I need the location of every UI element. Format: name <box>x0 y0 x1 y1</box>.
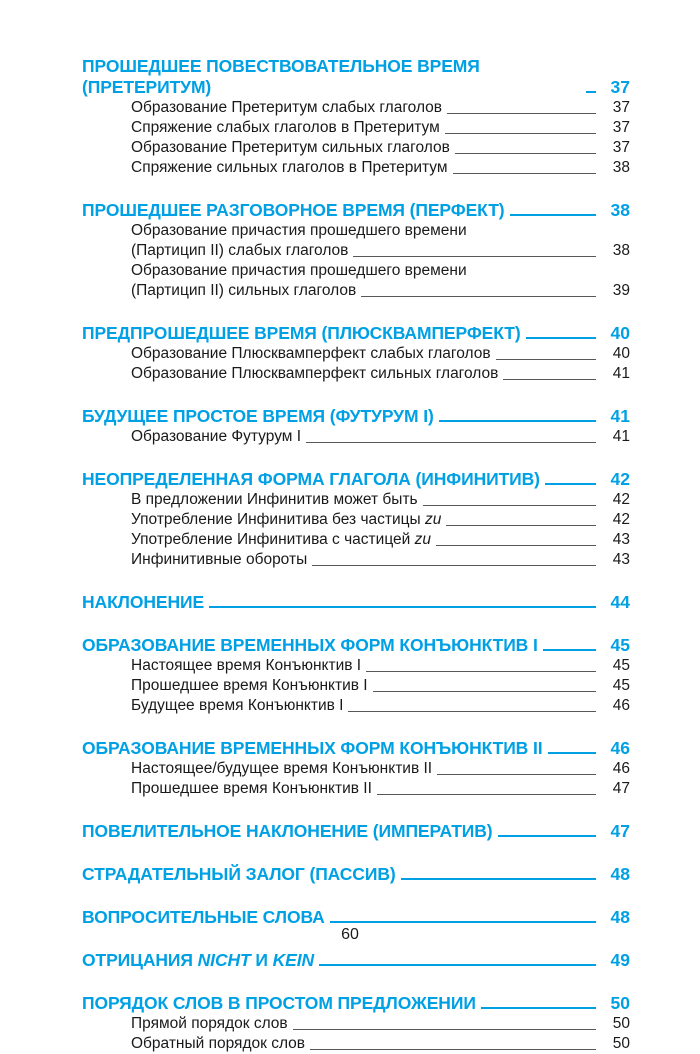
leader-line <box>455 153 596 154</box>
entry-page-number: 38 <box>612 242 630 259</box>
toc-entry-chapter[interactable] <box>82 469 630 490</box>
leader-line <box>366 671 596 672</box>
entry-label-italic: KEIN <box>272 950 315 970</box>
entry-page-number: 46 <box>610 738 630 758</box>
entry-label: Будущее время Конъюнктив I <box>131 697 344 714</box>
leader-line <box>481 1007 596 1009</box>
entry-label-italic: NICHT <box>197 950 251 970</box>
entry-label: Инфинитивные обороты <box>131 551 308 568</box>
toc-entry-sub[interactable] <box>82 779 630 799</box>
toc-entry-sub[interactable] <box>82 1014 630 1034</box>
entry-label <box>82 950 314 971</box>
entry-page-number: 38 <box>610 200 630 220</box>
leader-line <box>439 420 596 422</box>
entry-page-number: 38 <box>612 159 630 176</box>
entry-page-number: 49 <box>610 950 630 970</box>
entry-page-number: 42 <box>612 491 630 508</box>
entry-label: Прошедшее время Конъюнктив I <box>131 677 368 694</box>
toc-entry-sub[interactable] <box>82 510 630 530</box>
leader-line <box>548 752 596 754</box>
entry-label: ПОРЯДОК СЛОВ В ПРОСТОМ ПРЕДЛОЖЕНИИ <box>82 993 476 1013</box>
leader-line <box>447 113 596 114</box>
toc-entry-chapter[interactable] <box>82 635 630 656</box>
entry-label: НАКЛОНЕНИЕ <box>82 592 205 612</box>
toc-entry-sub[interactable] <box>82 98 630 118</box>
entry-page-number: 41 <box>612 428 630 445</box>
leader-line <box>361 296 596 297</box>
entry-label: ПОВЕЛИТЕЛЬНОЕ НАКЛОНЕНИЕ (ИМПЕРАТИВ) <box>82 821 493 841</box>
entry-page-number: 45 <box>610 635 630 655</box>
toc-entry-sub[interactable] <box>82 221 630 261</box>
toc-entry-chapter[interactable] <box>82 406 630 427</box>
leader-line <box>437 774 596 775</box>
entry-label: Образование Претеритум слабых глаголов <box>131 99 443 116</box>
entry-label: Образование Футурум I <box>131 428 302 445</box>
entry-label: НЕОПРЕДЕЛЕННАЯ ФОРМА ГЛАГОЛА (ИНФИНИТИВ) <box>82 469 540 489</box>
entry-label <box>131 510 441 530</box>
entry-page-number: 44 <box>610 592 630 612</box>
leader-line <box>436 545 596 546</box>
toc-entry-sub[interactable] <box>82 364 630 384</box>
entry-label: Спряжение сильных глаголов в Претеритум <box>131 159 448 176</box>
entry-page-number: 46 <box>612 697 630 714</box>
entry-label: Образование Претеритум сильных глаголов <box>131 139 450 156</box>
entry-second-line <box>131 241 630 261</box>
entry-page-number: 50 <box>612 1015 630 1032</box>
toc-entry-chapter[interactable] <box>82 864 630 885</box>
toc-entry-sub[interactable] <box>82 138 630 158</box>
toc-entry-sub[interactable] <box>82 490 630 510</box>
toc-entry-sub[interactable] <box>82 344 630 364</box>
entry-label: Настоящее время Конъюнктив I <box>131 657 362 674</box>
leader-line <box>445 133 596 134</box>
entry-page-number: 42 <box>610 469 630 489</box>
entry-label: СТРАДАТЕЛЬНЫЙ ЗАЛОГ (ПАССИВ) <box>82 864 396 884</box>
toc-entry-chapter[interactable] <box>82 323 630 344</box>
leader-line <box>330 921 596 923</box>
entry-page-number: 47 <box>612 780 630 797</box>
entry-page-number: 47 <box>610 821 630 841</box>
leader-line <box>496 359 596 360</box>
leader-line <box>545 483 596 485</box>
leader-line <box>319 964 596 966</box>
entry-page-number: 43 <box>612 531 630 548</box>
leader-line <box>377 794 596 795</box>
leader-line <box>348 711 596 712</box>
toc-entry-sub[interactable] <box>82 550 630 570</box>
leader-line <box>293 1029 596 1030</box>
entry-label: Прямой порядок слов <box>131 1015 288 1032</box>
toc-entry-sub[interactable] <box>82 696 630 716</box>
entry-label: Обратный порядок слов <box>131 1035 306 1052</box>
entry-page-number: 39 <box>612 282 630 299</box>
toc-entry-chapter[interactable] <box>82 950 630 971</box>
entry-page-number: 45 <box>612 677 630 694</box>
toc-entry-chapter[interactable] <box>82 821 630 842</box>
entry-label: ОБРАЗОВАНИЕ ВРЕМЕННЫХ ФОРМ КОНЪЮНКТИВ I <box>82 635 538 655</box>
toc-entry-sub[interactable] <box>82 427 630 447</box>
leader-line <box>209 606 596 608</box>
entry-label: Образование Плюсквамперфект сильных глаголов <box>131 365 499 382</box>
entry-page-number: 46 <box>612 760 630 777</box>
leader-line <box>503 379 596 380</box>
entry-label: ПРОШЕДШЕЕ РАЗГОВОРНОЕ ВРЕМЯ (ПЕРФЕКТ) <box>82 200 505 220</box>
entry-label: Образование причастия прошедшего времени <box>131 262 467 279</box>
entry-label: Образование причастия прошедшего времени <box>131 222 467 239</box>
entry-page-number: 50 <box>612 1035 630 1052</box>
leader-line <box>526 337 596 339</box>
toc-entry-chapter[interactable] <box>82 738 630 759</box>
entry-page-number: 50 <box>610 993 630 1013</box>
entry-label-continued: (Партицип II) слабых глаголов <box>131 242 349 259</box>
toc-entry-chapter[interactable] <box>82 200 630 221</box>
entry-page-number: 37 <box>612 99 630 116</box>
entry-label: ПРЕДПРОШЕДШЕЕ ВРЕМЯ (ПЛЮСКВАМПЕРФЕКТ) <box>82 323 521 343</box>
leader-line <box>453 173 596 174</box>
entry-page-number: 45 <box>612 657 630 674</box>
entry-label-italic: zu <box>414 531 431 548</box>
entry-label: ВОПРОСИТЕЛЬНЫЕ СЛОВА <box>82 907 325 927</box>
entry-label-part: ОТРИЦАНИЯ <box>82 950 198 970</box>
leader-line <box>353 256 596 257</box>
entry-page-number: 37 <box>610 77 630 97</box>
toc-entry-sub[interactable] <box>82 656 630 676</box>
leader-line <box>510 214 596 216</box>
leader-line <box>446 525 596 526</box>
entry-page-number: 37 <box>612 119 630 136</box>
toc-entry-sub[interactable] <box>82 1034 630 1054</box>
entry-page-number: 48 <box>610 864 630 884</box>
entry-label: ПРОШЕДШЕЕ ПОВЕСТВОВАТЕЛЬНОЕ ВРЕМЯ (ПРЕТЕРИТУМ) <box>82 56 485 97</box>
entry-page-number: 40 <box>612 345 630 362</box>
entry-second-line <box>131 281 630 301</box>
entry-label-continued: (Партицип II) сильных глаголов <box>131 282 357 299</box>
leader-line <box>312 565 596 566</box>
leader-line <box>373 691 596 692</box>
leader-line <box>401 878 596 880</box>
entry-label-italic: zu <box>424 511 442 528</box>
entry-page-number: 48 <box>610 907 630 927</box>
entry-label: В предложении Инфинитив может быть <box>131 491 418 508</box>
toc-entry-sub[interactable] <box>82 759 630 779</box>
toc-entry-sub[interactable] <box>82 530 630 550</box>
entry-page-number: 37 <box>612 139 630 156</box>
toc-entry-sub[interactable] <box>82 158 630 178</box>
entry-page-number: 41 <box>612 365 630 382</box>
entry-label-part: Употребление Инфинитива без частицы <box>131 511 425 528</box>
entry-label: Настоящее/будущее время Конъюнктив II <box>131 760 433 777</box>
toc-entry-chapter[interactable] <box>82 993 630 1014</box>
leader-line <box>310 1049 596 1050</box>
entry-label-part: Употребление Инфинитива с частицей <box>131 531 415 548</box>
toc-entry-chapter[interactable] <box>82 907 630 928</box>
entry-page-number: 42 <box>612 511 630 528</box>
entry-label-part: И <box>250 950 273 970</box>
toc-entry-chapter[interactable] <box>82 592 630 613</box>
toc-entry-sub[interactable] <box>82 118 630 138</box>
leader-line <box>586 91 596 93</box>
entry-label: Спряжение слабых глаголов в Претеритум <box>131 119 440 136</box>
entry-page-number: 40 <box>610 323 630 343</box>
entry-label: Образование Плюсквамперфект слабых глаголов <box>131 345 491 362</box>
page-footer-number: 60 <box>341 926 359 943</box>
entry-page-number: 43 <box>612 551 630 568</box>
leader-line <box>498 835 596 837</box>
leader-line <box>543 649 596 651</box>
leader-line <box>423 505 596 506</box>
leader-line <box>306 442 596 443</box>
entry-label: ОБРАЗОВАНИЕ ВРЕМЕННЫХ ФОРМ КОНЪЮНКТИВ II <box>82 738 543 758</box>
toc-entry-sub[interactable] <box>82 261 630 301</box>
entry-label: БУДУЩЕЕ ПРОСТОЕ ВРЕМЯ (ФУТУРУМ I) <box>82 406 434 426</box>
toc-entry-chapter[interactable] <box>82 56 630 98</box>
table-of-contents-list <box>82 56 630 1054</box>
entry-page-number: 41 <box>610 406 630 426</box>
entry-label: Прошедшее время Конъюнктив II <box>131 780 372 797</box>
entry-label <box>131 530 431 550</box>
toc-entry-sub[interactable] <box>82 676 630 696</box>
